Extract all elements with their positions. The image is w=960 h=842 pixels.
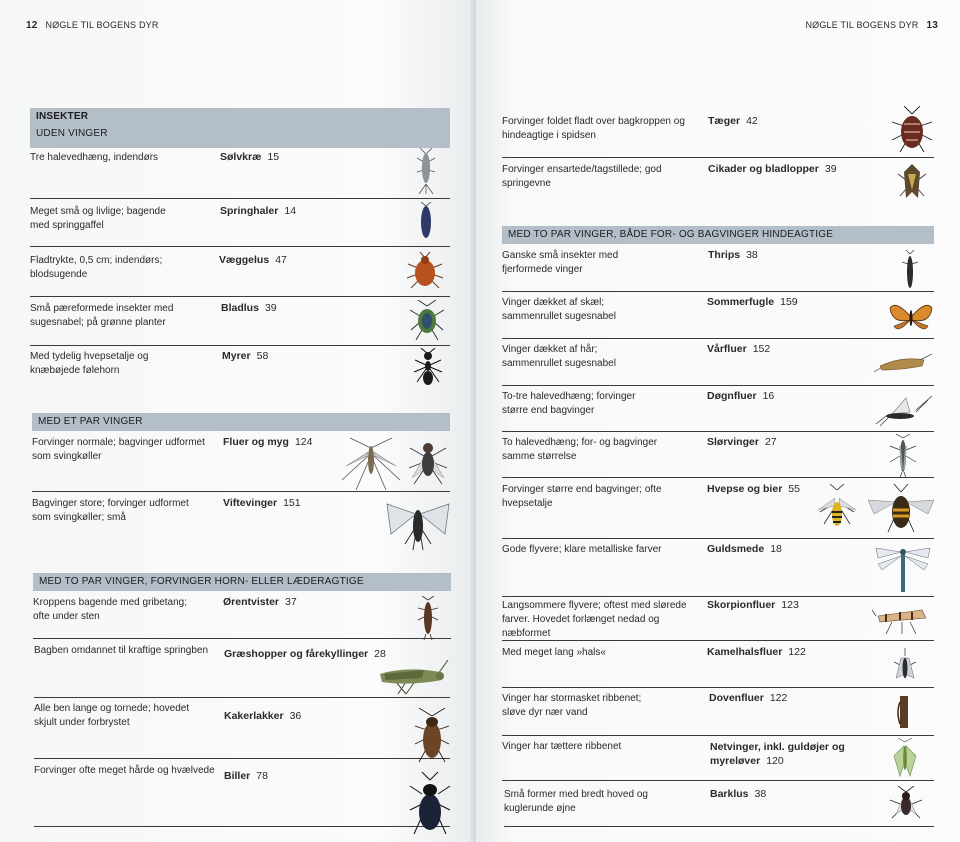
entry-name: Græshopper og fårekyllinger 28 [224, 648, 386, 660]
entry-page: 37 [285, 596, 297, 608]
cicada-icon [898, 160, 926, 202]
section-title: INSEKTER [36, 111, 89, 122]
entry-page: 38 [746, 249, 758, 261]
earwig-icon [416, 596, 440, 640]
divider [502, 477, 934, 478]
entry-description: To halevedhæng; for- og bagvinger samme størrelse [502, 437, 658, 462]
entry-description: Små former med bredt hoved og kuglerunde øjne [504, 789, 648, 814]
entry-name: Myrer 58 [222, 350, 269, 362]
entry-name: Viftevinger 151 [223, 497, 301, 509]
entry-page: 123 [781, 599, 799, 611]
section-title: MED ET PAR VINGER [38, 416, 143, 427]
entry-description: Forvinger ofte meget hårde og hvælvede [34, 765, 215, 776]
divider [502, 735, 934, 736]
butterfly-icon [888, 300, 934, 334]
entry-name: Skorpionfluer 123 [707, 599, 799, 611]
entry-name: Cikader og bladlopper 39 [708, 163, 837, 175]
divider [502, 338, 934, 339]
entry-name: Kakerlakker 36 [224, 710, 302, 722]
divider [502, 596, 934, 597]
divider [34, 826, 450, 827]
entry-description: Vinger dækket af skæl; sammenrullet sugesnabel [502, 297, 616, 322]
entry-description: To-tre halevedhæng; forvinger større end bagvinger [502, 391, 636, 416]
divider [30, 345, 450, 346]
entry-page: 124 [294, 436, 313, 448]
divider [502, 291, 934, 292]
ant-icon [412, 348, 444, 388]
key-entry [502, 115, 934, 155]
bee-icon [868, 484, 934, 534]
entry-name: Tæger 42 [708, 115, 758, 127]
entry-description: Forvinger normale; bagvinger udformet som svingkøller [32, 437, 205, 462]
entry-description: Ganske små insekter med fjerformede vinger [502, 250, 619, 275]
entry-description: Bagben omdannet til kraftige springben [34, 645, 209, 656]
entry-page: 152 [752, 343, 771, 355]
left-running-head [26, 20, 159, 31]
stonefly-icon [888, 434, 918, 478]
entry-description: Kroppens bagende med gribetang; ofte under sten [33, 597, 188, 622]
entry-description: Med tydelig hvepsetalje og knæbøjede følehorn [30, 351, 149, 376]
entry-page: 39 [824, 163, 837, 175]
entry-page: 16 [762, 390, 775, 402]
key-entry [502, 599, 934, 643]
entry-description: Forvinger ensartede/tagstillede; god springevne [502, 164, 662, 189]
divider [502, 640, 934, 641]
entry-page: 120 [766, 755, 784, 767]
entry-name: Sommerfugle 159 [707, 296, 798, 308]
section-title: MED TO PAR VINGER, BÅDE FOR- OG BAGVINGER HINDEAGTIGE [508, 229, 834, 240]
entry-page: 122 [788, 646, 806, 658]
key-entry [30, 350, 450, 390]
key-entry [504, 788, 934, 828]
divider [33, 638, 451, 639]
key-entry [502, 740, 934, 780]
entry-description: Gode flyvere; klare metalliske farver [502, 544, 662, 555]
entry-page: 47 [275, 254, 287, 266]
entry-name: Døgnfluer 16 [707, 390, 775, 402]
key-entry [502, 390, 934, 430]
key-entry [502, 343, 934, 383]
entry-page: 122 [769, 692, 788, 704]
entry-name: Kamelhalsfluer 122 [707, 646, 806, 658]
entry-name: Bladlus 39 [221, 302, 277, 314]
entry-description: Meget små og livlige; bagende med springgaffel [30, 206, 166, 231]
key-entry [34, 702, 452, 742]
key-entry [33, 596, 451, 632]
entry-name: Springhaler 14 [220, 205, 297, 217]
mayfly-icon [876, 396, 932, 426]
left-page-number: 12 [26, 20, 38, 31]
entry-description: Vinger har tættere ribbenet [502, 741, 622, 752]
cranefly-icon [340, 436, 402, 490]
divider [502, 538, 934, 539]
key-entry [502, 543, 934, 583]
caddisfly-icon [874, 352, 932, 374]
section-one-pair-wings [32, 413, 450, 431]
entry-page: 39 [264, 302, 277, 314]
dragonfly-icon [874, 544, 932, 592]
section-insekter [30, 108, 450, 148]
entry-page: 159 [780, 296, 798, 308]
key-entry [30, 254, 450, 284]
entry-name: Hvepse og bier 55 [707, 483, 800, 495]
entry-page: 58 [256, 350, 269, 362]
entry-description: Vinger dækket af hår; sammenrullet sugesnabel [502, 344, 616, 369]
divider [502, 780, 934, 781]
entry-description: Med meget lang »hals« [502, 647, 606, 658]
left-running-head-text: NØGLE TIL BOGENS DYR [45, 20, 159, 30]
key-entry [34, 764, 452, 794]
left-page [0, 0, 474, 842]
entry-name: Guldsmede 18 [707, 543, 782, 555]
divider [34, 758, 450, 759]
divider [30, 198, 450, 199]
entry-page: 38 [754, 788, 767, 800]
twisted-wing-icon [385, 500, 451, 552]
wasp-icon [816, 484, 858, 532]
entry-page: 151 [283, 497, 301, 509]
entry-description: Bagvinger store; forvinger udformet som svingkøller; små [32, 498, 189, 523]
entry-name: Barklus 38 [710, 788, 767, 800]
section-two-pair-hard-wings [33, 573, 451, 591]
beetle-icon [408, 772, 452, 836]
key-entry [502, 692, 934, 732]
lacewing-icon [892, 738, 918, 778]
silverfish-icon [414, 148, 438, 194]
section-title: MED TO PAR VINGER, FORVINGER HORN- ELLER LÆDERAGTIGE [39, 576, 364, 587]
key-entry [30, 205, 450, 245]
entry-page: 18 [770, 543, 782, 555]
entry-page: 14 [284, 205, 297, 217]
scorpionfly-icon [872, 606, 930, 634]
entry-name: Dovenfluer 122 [709, 692, 788, 704]
divider [32, 491, 450, 492]
entry-name: Væggelus 47 [219, 254, 287, 266]
divider [502, 431, 934, 432]
divider [502, 385, 934, 386]
divider [504, 826, 934, 827]
divider [502, 687, 934, 688]
key-entry [502, 646, 934, 682]
key-entry [502, 296, 934, 336]
entry-page: 36 [289, 710, 302, 722]
divider [30, 246, 450, 247]
entry-description: Forvinger foldet fladt over bagkroppen og hindeagtige i spidsen [502, 116, 685, 141]
entry-name: Vårfluer 152 [707, 343, 771, 355]
fly-icon [406, 438, 450, 488]
key-entry [502, 163, 934, 203]
divider [502, 157, 934, 158]
right-page-number: 13 [926, 20, 938, 31]
bedbug-icon [406, 252, 444, 290]
springtail-icon [417, 202, 435, 242]
entry-name: Sølvkræ 15 [220, 151, 280, 163]
entry-name: Thrips 38 [708, 249, 758, 261]
right-running-head-text: NØGLE TIL BOGENS DYR [805, 20, 919, 30]
entry-page: 55 [788, 483, 800, 495]
entry-description: Alle ben lange og tornede; hovedet skjult under forbrystet [34, 703, 190, 728]
entry-page: 78 [256, 770, 268, 782]
entry-page: 28 [374, 648, 386, 660]
entry-page: 42 [746, 115, 758, 127]
key-entry [502, 436, 934, 476]
section-two-pair-membranous-wings [502, 226, 934, 244]
entry-description: Fladtrykte, 0,5 cm; indendørs; blodsugende [30, 255, 163, 280]
right-page [476, 0, 960, 842]
alderfly-icon [896, 692, 912, 730]
entry-name: Slørvinger 27 [707, 436, 777, 448]
entry-description: Langsommere flyvere; oftest med slørede farver. Hovedet forlænget nedad og næbformet [502, 600, 687, 639]
entry-name: Netvinger, inkl. guldøjer og myreløver 120 [710, 741, 845, 767]
snakefly-icon [894, 646, 916, 684]
entry-description: Tre halevedhæng, indendørs [30, 152, 159, 163]
entry-description: Forvinger større end bagvinger; ofte hvepsetalje [502, 484, 662, 509]
entry-description: Vinger har stormasket ribbenet; sløve dyr nær vand [502, 693, 642, 718]
aphid-icon [410, 300, 444, 340]
divider [30, 296, 450, 297]
entry-page: 27 [764, 436, 777, 448]
barklouse-icon [890, 786, 922, 822]
entry-page: 15 [267, 151, 280, 163]
entry-name: Fluer og myg 124 [223, 436, 313, 448]
entry-description: Små pæreformede insekter med sugesnabel; på grønne planter [30, 303, 174, 328]
key-entry [30, 302, 450, 342]
divider [34, 697, 450, 698]
key-entry [30, 151, 450, 191]
entry-name: Biller 78 [224, 770, 268, 782]
shieldbug-icon [892, 106, 932, 154]
right-running-head [805, 20, 938, 31]
cockroach-icon [415, 708, 449, 764]
key-entry [502, 249, 934, 289]
section-subtitle: UDEN VINGER [36, 128, 108, 139]
entry-name: Ørentvister 37 [223, 596, 297, 608]
thrips-icon [902, 250, 918, 290]
grasshopper-icon [376, 660, 450, 696]
